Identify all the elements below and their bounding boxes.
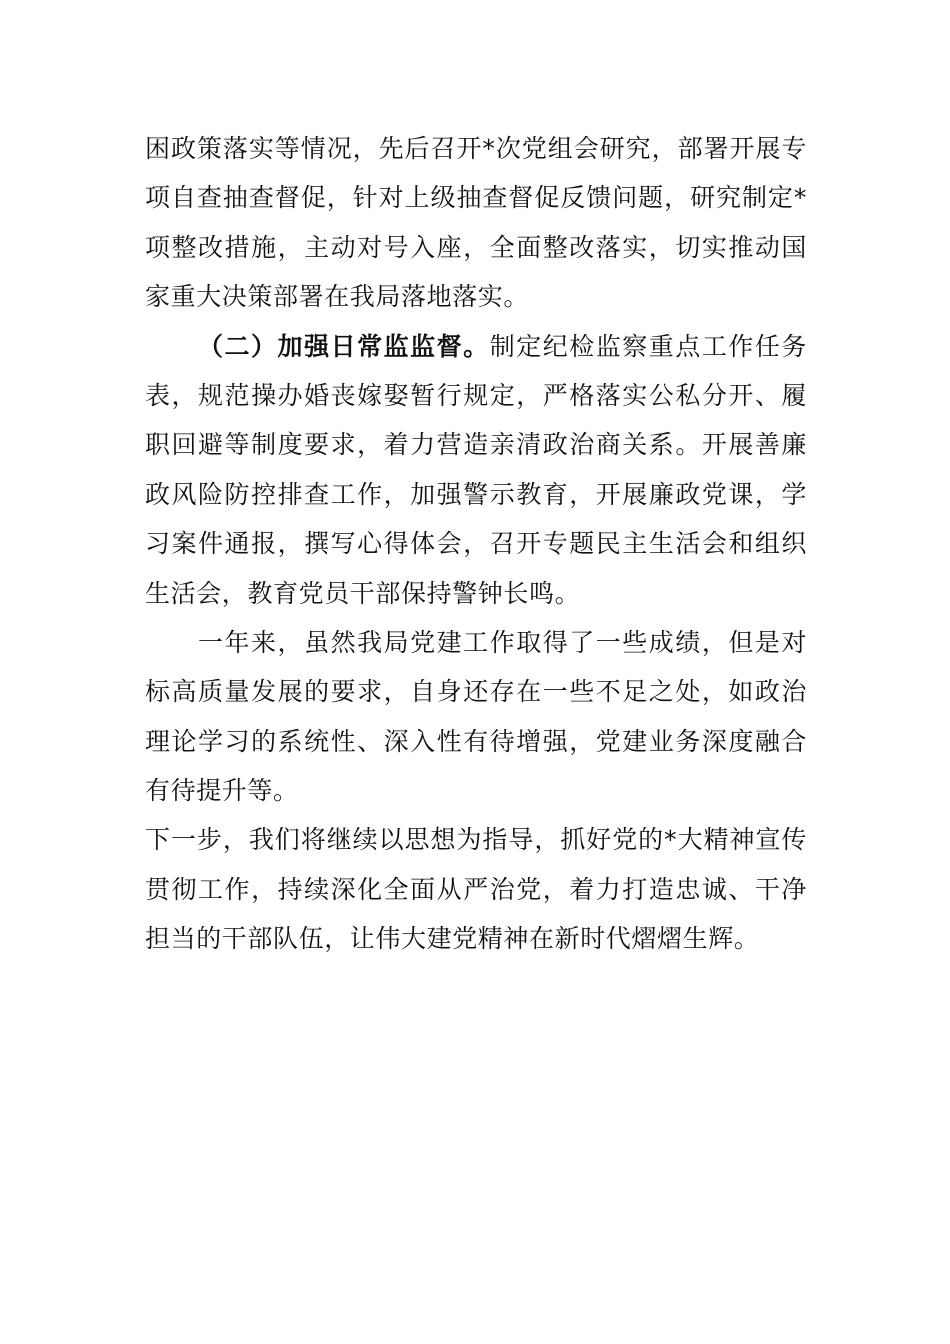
paragraph-line: 有待提升等。 — [145, 776, 299, 806]
paragraph-line: 家重大决策部署在我局落地落实。 — [145, 282, 530, 312]
paragraph-line: 政风险防控排查工作，加强警示教育，开展廉政党课，学 — [145, 479, 807, 509]
paragraph-line: 项自查抽查督促，针对上级抽查督促反馈问题，研究制定* — [145, 183, 807, 213]
document-body — [145, 124, 807, 964]
paragraph-line: 生活会，教育党员干部保持警钟长鸣。 — [145, 578, 581, 608]
paragraph-line: 困政策落实等情况，先后召开*次党组会研究，部署开展专 — [145, 134, 807, 163]
paragraph-line: 项整改措施，主动对号入座，全面整改落实，切实推动国 — [145, 232, 807, 262]
paragraph-line: 习案件通报，撰写心得体会，召开专题民主生活会和组织 — [145, 529, 807, 559]
paragraph-1 — [145, 124, 807, 322]
paragraph-line: 下一步，我们将继续以思想为指导，抓好党的*大精神宣传 — [145, 825, 807, 855]
paragraph-4 — [145, 815, 807, 963]
paragraph-text: 制定纪检监察重点工作任务 — [489, 331, 807, 361]
paragraph-line: 担当的干部队伍，让伟大建党精神在新时代熠熠生辉。 — [145, 924, 760, 954]
paragraph-line: 理论学习的系统性、深入性有待增强，党建业务深度融合 — [145, 726, 807, 756]
paragraph-first-line — [145, 322, 807, 371]
paragraph-line: 贯彻工作，持续深化全面从严治党，着力打造忠诚、干净 — [145, 874, 807, 904]
paragraph-line: 标高质量发展的要求，自身还存在一些不足之处，如政治 — [145, 677, 807, 707]
section-heading: （二）加强日常监监督。 — [198, 331, 490, 361]
paragraph-line: 职回避等制度要求，着力营造亲清政治商关系。开展善廉 — [145, 430, 807, 460]
paragraph-2 — [145, 322, 807, 618]
paragraph-3 — [145, 618, 807, 816]
paragraph-line: 表，规范操办婚丧嫁娶暂行规定，严格落实公私分开、履 — [145, 380, 807, 410]
paragraph-line: 一年来，虽然我局党建工作取得了一些成绩，但是对 — [198, 627, 807, 657]
